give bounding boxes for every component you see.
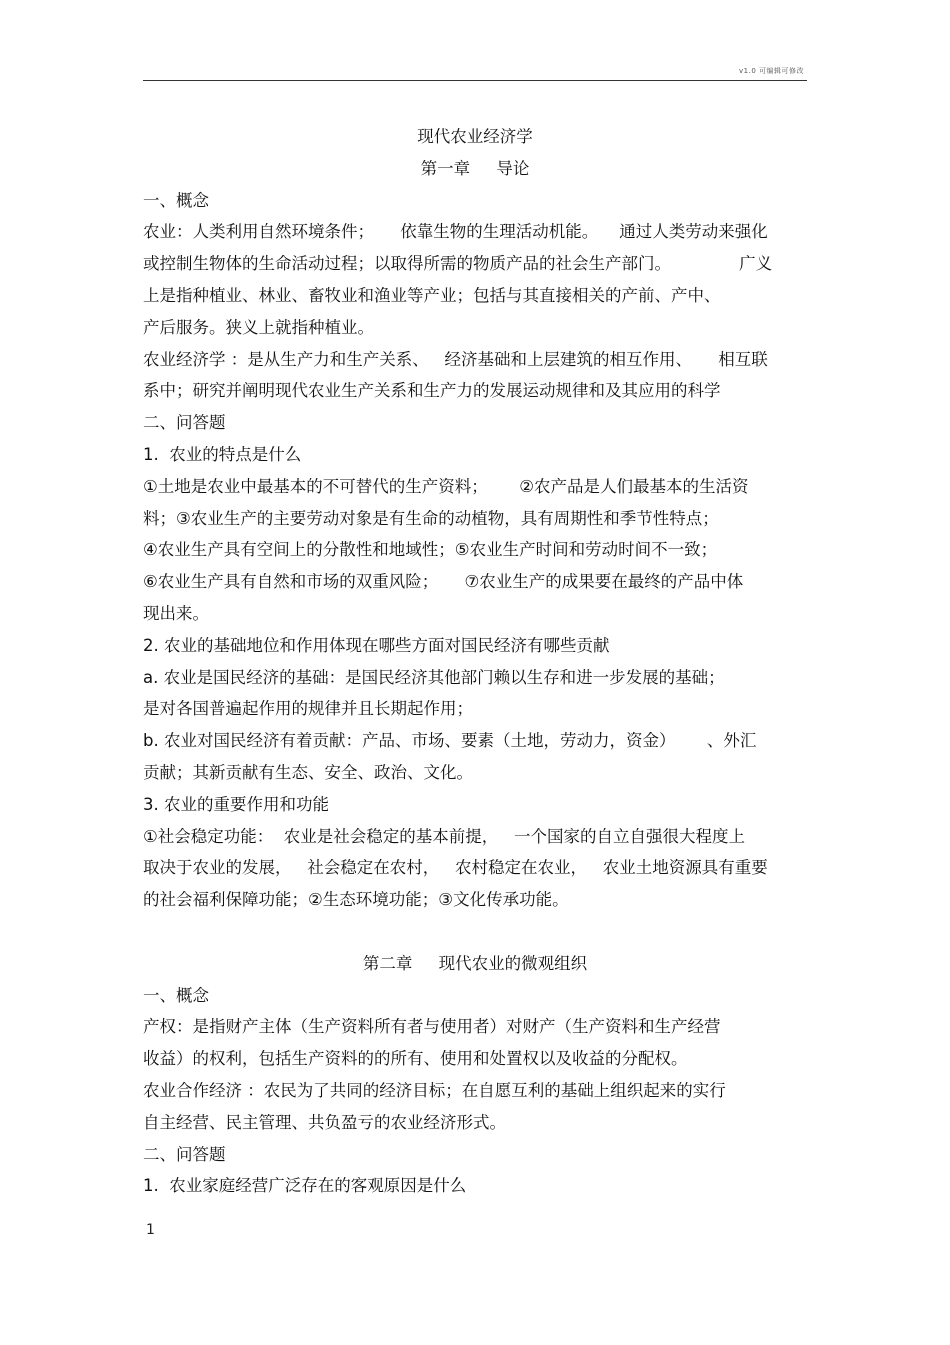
- question: 3. 农业的重要作用和功能: [143, 794, 329, 814]
- answer-line: a. 农业是国民经济的基础：是国民经济其他部门赖以生存和进一步发展的基础；: [143, 667, 725, 687]
- answer-line: 现出来。: [143, 603, 209, 623]
- page-number: 1: [146, 1222, 155, 1238]
- question: 1. 农业的特点是什么: [143, 444, 302, 464]
- paragraph-line: 产权：是指财产主体（生产资料所有者与使用者）对财产（生产资料和生产经营: [143, 1017, 721, 1037]
- paragraph-line: 农业合作经济 ：农民为了共同的经济目标；在自愿互利的基础上组织起来的实行: [143, 1080, 726, 1100]
- section-heading: 二、问答题: [143, 1144, 226, 1164]
- paragraph-line: 农业：人类利用自然环境条件； 依靠生物的生理活动机能。 通过人类劳动来强化: [143, 222, 768, 242]
- chapter-2-heading: 第二章 现代农业的微观组织: [362, 953, 588, 973]
- paragraph-line: 农业经济学 ：是从生产力和生产关系、 经济基础和上层建筑的相互作用、 相互联: [143, 349, 768, 369]
- document-body: [143, 121, 807, 1202]
- chapter-1-heading: 第一章 导论: [420, 158, 530, 178]
- paragraph-line: 收益）的权利，包括生产资料的的所有、使用和处置权以及收益的分配权。: [143, 1049, 688, 1069]
- answer-line: ④农业生产具有空间上的分散性和地域性；⑤农业生产时间和劳动时间不一致；: [143, 540, 718, 560]
- header-version-note: v1.0 可编辑可修改: [739, 67, 804, 75]
- section-heading: 二、问答题: [143, 413, 226, 433]
- question: 1. 农业家庭经营广泛存在的客观原因是什么: [143, 1176, 467, 1196]
- section-heading: 一、概念: [143, 985, 209, 1005]
- header-rule: [143, 80, 807, 81]
- answer-line: 是对各国普遍起作用的规律并且长期起作用；: [143, 699, 473, 719]
- answer-line: ①土地是农业中最基本的不可替代的生产资料； ②农产品是人们最基本的生活资: [143, 476, 749, 496]
- answer-line: 的社会福利保障功能；②生态环境功能；③文化传承功能。: [143, 890, 569, 910]
- document-title: 现代农业经济学: [417, 127, 533, 146]
- paragraph-line: 系中；研究并阐明现代农业生产关系和生产力的发展运动规律和及其应用的科学: [143, 381, 721, 401]
- answer-line: 贡献；其新贡献有生态、安全、政治、文化。: [143, 762, 473, 782]
- paragraph-line: 或控制生物体的生命活动过程；以取得所需的物质产品的社会生产部门。 广义: [143, 254, 773, 274]
- paragraph-line: 自主经营、民主管理、共负盈亏的农业经济形式。: [143, 1112, 506, 1132]
- answer-line: 取决于农业的发展， 社会稳定在农村， 农村稳定在农业， 农业土地资源具有重要: [143, 858, 768, 878]
- answer-line: ⑥农业生产具有自然和市场的双重风险； ⑦农业生产的成果要在最终的产品中体: [143, 572, 744, 592]
- section-heading: 一、概念: [143, 190, 209, 210]
- answer-line: b. 农业对国民经济有着贡献：产品、市场、要素（土地，劳动力，资金） 、外汇: [143, 731, 757, 751]
- paragraph-line: 上是指种植业、林业、畜牧业和渔业等产业；包括与其直接相关的产前、产中、: [143, 285, 721, 305]
- chapter-spacer: [143, 916, 807, 948]
- answer-line: 料；③农业生产的主要劳动对象是有生命的动植物，具有周期性和季节性特点；: [143, 508, 719, 528]
- question: 2. 农业的基础地位和作用体现在哪些方面对国民经济有哪些贡献: [143, 635, 610, 655]
- paragraph-line: 产后服务。狭义上就指种植业。: [143, 317, 374, 337]
- answer-line: ①社会稳定功能： 农业是社会稳定的基本前提， 一个国家的自立自强很大程度上: [143, 826, 746, 846]
